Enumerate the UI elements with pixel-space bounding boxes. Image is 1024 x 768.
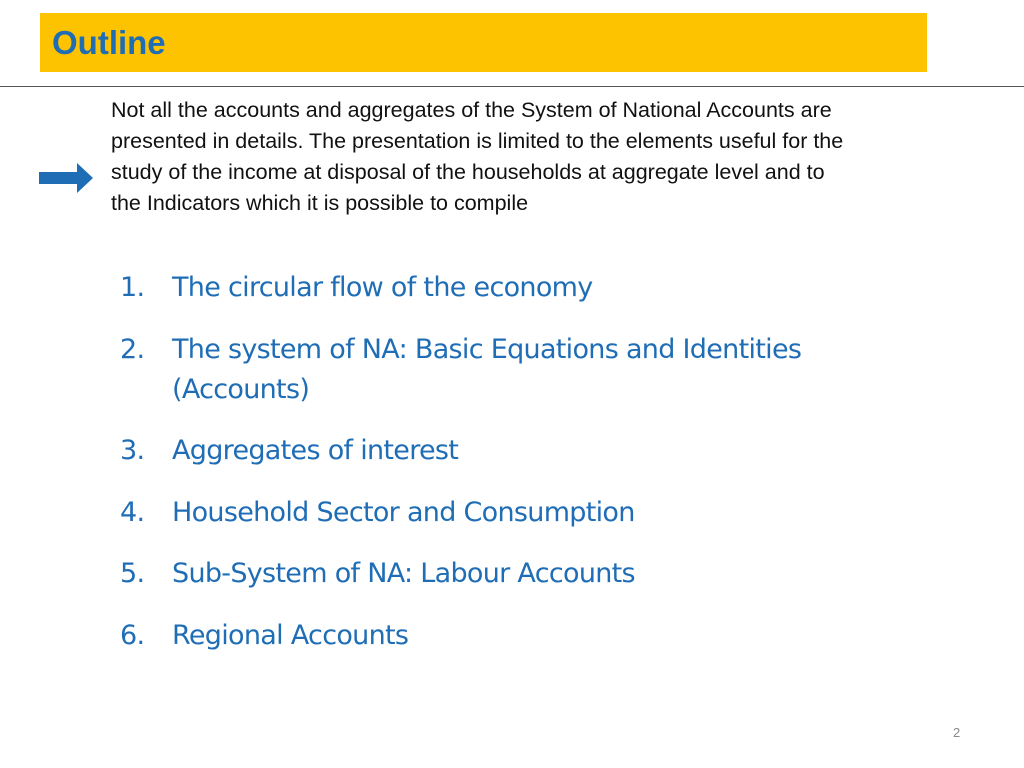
outline-item-number: 3. (120, 435, 145, 466)
outline-item (120, 554, 880, 594)
outline-item (120, 616, 880, 656)
right-arrow-icon (39, 163, 93, 193)
outline-item-number: 2. (120, 333, 145, 365)
slide-title: Outline (52, 24, 166, 61)
page-number: 2 (953, 725, 961, 740)
outline-item-label: Regional Accounts (172, 619, 409, 651)
outline-item (120, 268, 880, 308)
outline-item (120, 330, 880, 410)
outline-item-label: Sub-System of NA: Labour Accounts (172, 558, 635, 589)
outline-item-label: Aggregates of interest (172, 435, 459, 466)
outline-item (120, 431, 880, 471)
outline-item-number: 1. (120, 272, 145, 303)
title-bar (40, 13, 927, 72)
outline-item-number: 4. (120, 496, 145, 528)
outline-item (120, 493, 880, 533)
outline-item-label: The circular flow of the economy (172, 272, 593, 303)
outline-list (120, 268, 880, 677)
outline-item-number: 5. (120, 558, 145, 589)
outline-item-label: The system of NA: Basic Equations and Identities (Accounts) (172, 333, 802, 405)
title-divider (0, 86, 1024, 87)
outline-item-number: 6. (120, 619, 145, 651)
intro-paragraph: Not all the accounts and aggregates of the System of National Accounts are presented in details. The presentation is limited to the elements useful for the study of the income at disposal of the households at aggregate level and to the Indicators which it is possible to compile (111, 98, 844, 215)
outline-item-label: Household Sector and Consumption (172, 496, 635, 528)
